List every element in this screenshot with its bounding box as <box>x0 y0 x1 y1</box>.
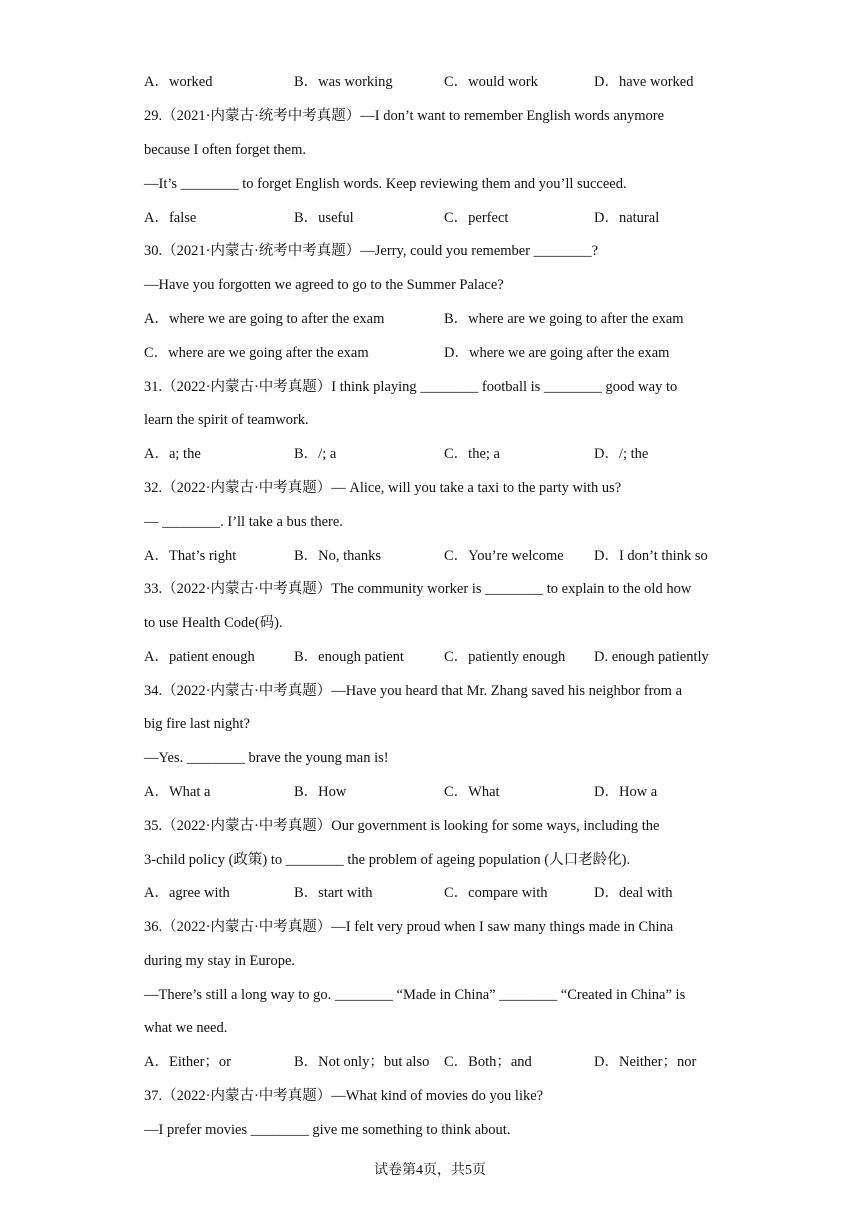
q29-options <box>144 207 744 229</box>
q31-options <box>144 443 744 465</box>
q31-option-c[interactable]: C．the; a <box>444 446 500 462</box>
q29-stem-line-2: because I often forget them. <box>144 142 306 158</box>
q28-option-d[interactable]: D．have worked <box>594 74 694 90</box>
q32-option-a[interactable]: A．That’s right <box>144 548 237 564</box>
q33-option-a[interactable]: A．patient enough <box>144 649 255 665</box>
q30-option-d[interactable]: D．where we are going after the exam <box>444 345 670 361</box>
q35-options <box>144 882 744 904</box>
q36-stem-line-4: what we need. <box>144 1020 228 1036</box>
q36-option-a[interactable]: A．Either；or <box>144 1054 231 1070</box>
q30-stem-line-2: —Have you forgotten we agreed to go to the Summer Palace? <box>144 277 504 293</box>
q32-stem-line-1: 32.（2022·内蒙古·中考真题）— Alice, will you take a taxi to the party with us? <box>144 480 622 496</box>
q33-stem-line-1: 33.（2022·内蒙古·中考真题）The community worker is ________ to explain to the old how <box>144 581 692 597</box>
page-footer: 试卷第4页，共5页 <box>374 1163 486 1178</box>
q31-option-d[interactable]: D．/; the <box>594 446 649 462</box>
q33-stem-line-2: to use Health Code(码). <box>144 615 283 631</box>
q28-option-b[interactable]: B．was working <box>294 74 393 90</box>
q30-option-a[interactable]: A．where we are going to after the exam <box>144 311 385 327</box>
q29-stem-line-3: —It’s ________ to forget English words. Keep reviewing them and you’ll succeed. <box>144 176 627 192</box>
q33-option-c[interactable]: C．patiently enough <box>444 649 566 665</box>
q32-option-d[interactable]: D．I don’t think so <box>594 548 708 564</box>
q29-option-d[interactable]: D．natural <box>594 210 660 226</box>
q32-option-b[interactable]: B．No, thanks <box>294 548 381 564</box>
q28-option-a[interactable]: A．worked <box>144 74 213 90</box>
q31-stem-line-1: 31.（2022·内蒙古·中考真题）I think playing ________ football is ________ good way to <box>144 379 678 395</box>
q29-option-c[interactable]: C．perfect <box>444 210 509 226</box>
q34-option-d[interactable]: D．How a <box>594 784 658 800</box>
q35-option-b[interactable]: B．start with <box>294 885 373 901</box>
q36-stem-line-2: during my stay in Europe. <box>144 953 296 969</box>
q30-options-row-1 <box>144 308 744 330</box>
q36-options <box>144 1051 744 1073</box>
q32-option-c[interactable]: C．You’re welcome <box>444 548 564 564</box>
q35-option-a[interactable]: A．agree with <box>144 885 230 901</box>
q34-option-b[interactable]: B．How <box>294 784 347 800</box>
q28-options <box>144 71 744 93</box>
q37-stem-line-1: 37.（2022·内蒙古·中考真题）—What kind of movies do you like? <box>144 1088 544 1104</box>
q34-options <box>144 781 744 803</box>
q34-stem-line-2: big fire last night? <box>144 716 250 732</box>
q35-stem-line-2: 3-child policy (政策) to ________ the problem of ageing population (人口老龄化). <box>144 852 631 868</box>
q35-option-c[interactable]: C．compare with <box>444 885 548 901</box>
q36-option-d[interactable]: D．Neither；nor <box>594 1054 697 1070</box>
q29-stem-line-1: 29.（2021·内蒙古·统考中考真题）—I don’t want to remember English words anymore <box>144 108 665 124</box>
q30-option-b[interactable]: B．where are we going to after the exam <box>444 311 684 327</box>
q31-stem-line-2: learn the spirit of teamwork. <box>144 412 309 428</box>
q32-options <box>144 545 744 567</box>
q30-option-c[interactable]: C．where are we going after the exam <box>144 345 369 361</box>
q30-stem-line-1: 30.（2021·内蒙古·统考中考真题）—Jerry, could you remember ________? <box>144 243 599 259</box>
q37-stem-line-2: —I prefer movies ________ give me something to think about. <box>144 1122 511 1138</box>
q36-option-b[interactable]: B．Not only；but also <box>294 1054 430 1070</box>
q34-stem-line-1: 34.（2022·内蒙古·中考真题）—Have you heard that Mr. Zhang saved his neighbor from a <box>144 683 683 699</box>
q33-option-b[interactable]: B．enough patient <box>294 649 404 665</box>
q36-stem-line-3: —There’s still a long way to go. ________ “Made in China” ________ “Created in China” is <box>144 987 686 1003</box>
q29-option-a[interactable]: A．false <box>144 210 197 226</box>
q31-option-a[interactable]: A．a; the <box>144 446 201 462</box>
q34-option-c[interactable]: C．What <box>444 784 500 800</box>
q33-option-d[interactable]: D. enough patiently <box>594 649 709 665</box>
q36-option-c[interactable]: C．Both；and <box>444 1054 532 1070</box>
q28-option-c[interactable]: C．would work <box>444 74 538 90</box>
q29-option-b[interactable]: B．useful <box>294 210 354 226</box>
q35-stem-line-1: 35.（2022·内蒙古·中考真题）Our government is looking for some ways, including the <box>144 818 660 834</box>
q36-stem-line-1: 36.（2022·内蒙古·中考真题）—I felt very proud when I saw many things made in China <box>144 919 674 935</box>
q31-option-b[interactable]: B．/; a <box>294 446 337 462</box>
q35-option-d[interactable]: D．deal with <box>594 885 673 901</box>
q30-options-row-2 <box>144 342 744 364</box>
q34-option-a[interactable]: A．What a <box>144 784 211 800</box>
q32-stem-line-2: — ________. I’ll take a bus there. <box>144 514 343 530</box>
q33-options <box>144 646 744 668</box>
q34-stem-line-3: —Yes. ________ brave the young man is! <box>144 750 389 766</box>
